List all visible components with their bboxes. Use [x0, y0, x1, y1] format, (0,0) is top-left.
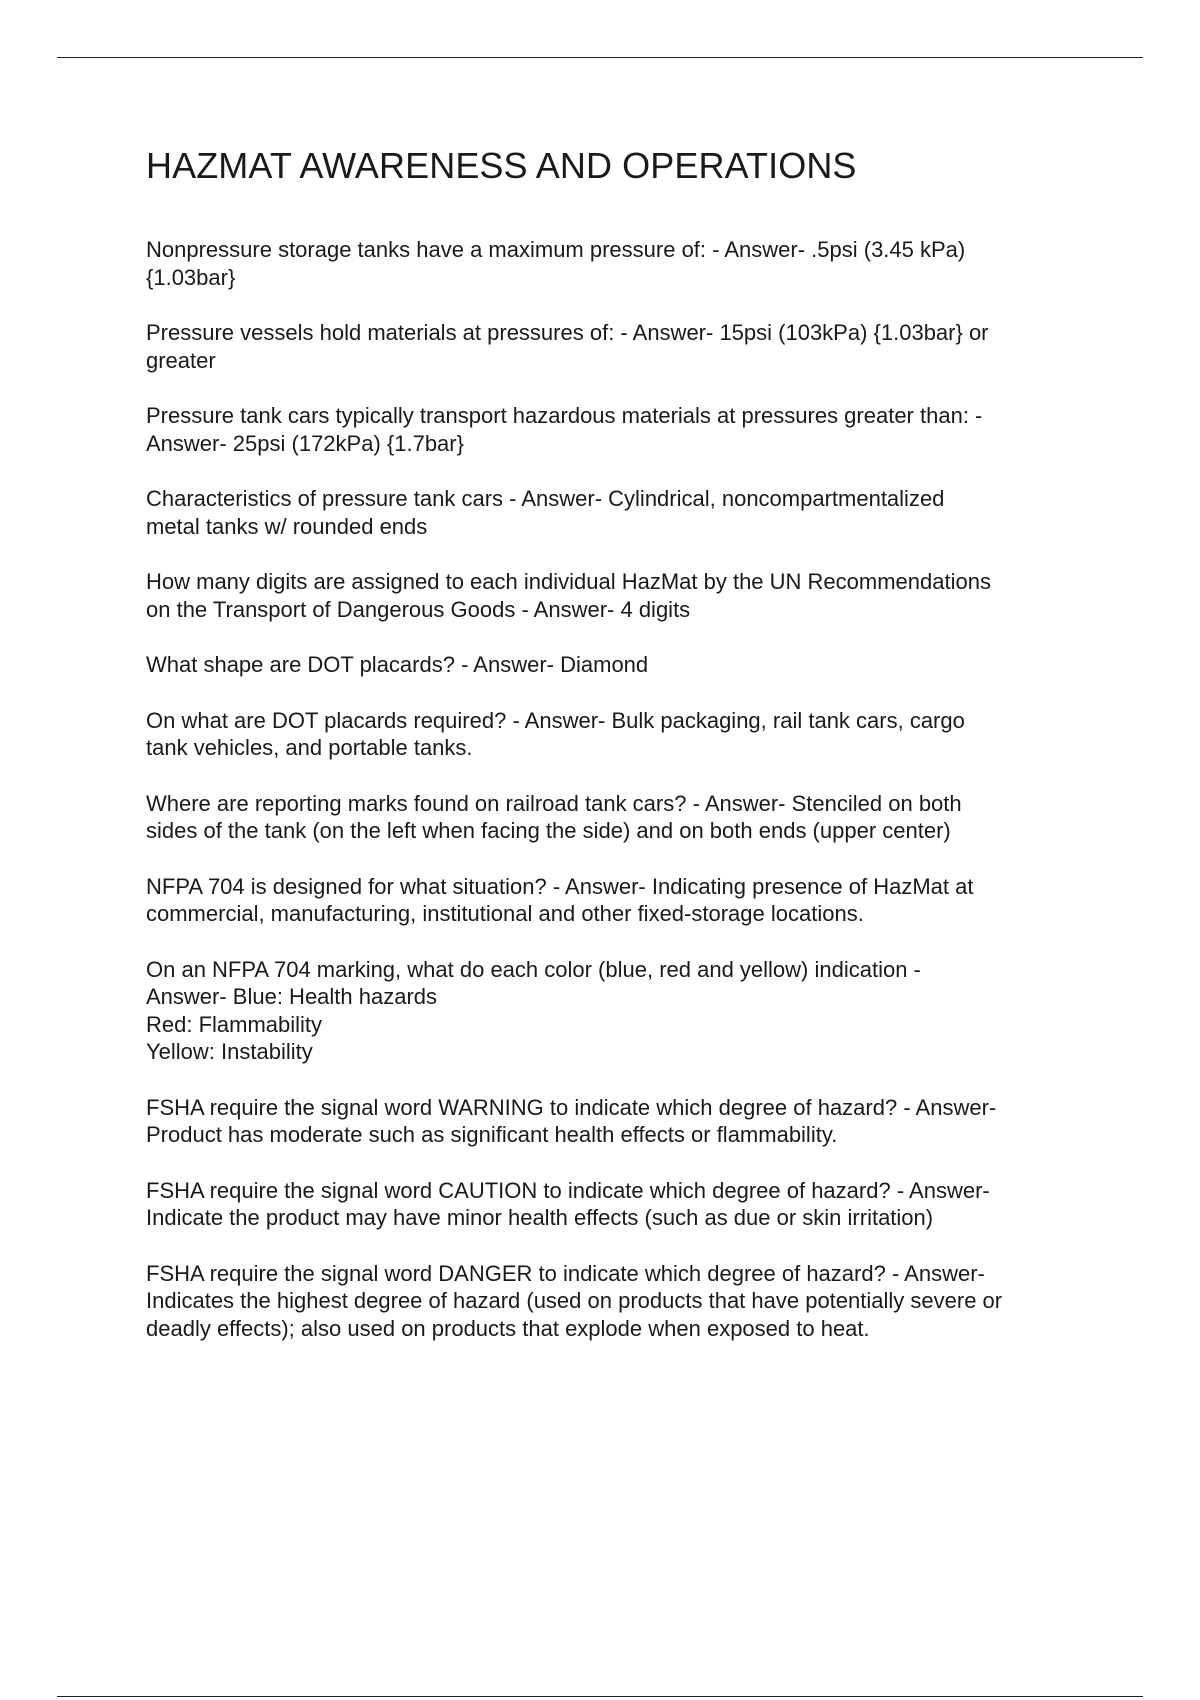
qa-item: On an NFPA 704 marking, what do each color (blue, red and yellow) indication - Answer- Blue: Health hazards Red: Flammability Yellow: Instability	[146, 956, 921, 1064]
qa-item: Pressure tank cars typically transport hazardous materials at pressures greater than: - Answer- 25psi (172kPa) {1.7bar}	[146, 403, 983, 456]
qa-item: How many digits are assigned to each individual HazMat by the UN Recommendations on the Transport of Dangerous Goods - Answer- 4 digits	[146, 569, 991, 622]
qa-item: FSHA require the signal word CAUTION to indicate which degree of hazard? - Answer- Indicate the product may have minor health effects (such as due or skin irritation)	[146, 1177, 990, 1230]
qa-item: What shape are DOT placards? - Answer- Diamond	[146, 652, 649, 677]
qa-item: Where are reporting marks found on railroad tank cars? - Answer- Stenciled on both sides of the tank (on the left when facing the side) and on both ends (upper center)	[146, 790, 962, 843]
qa-item: FSHA require the signal word DANGER to indicate which degree of hazard? - Answer- Indicates the highest degree of hazard (used on products that have potentially severe or deadly effects); also used on products that explode when exposed to heat.	[146, 1260, 1003, 1341]
document-body	[146, 142, 1096, 1370]
qa-item: NFPA 704 is designed for what situation? - Answer- Indicating presence of HazMat at commercial, manufacturing, institutional and other fixed-storage locations.	[146, 873, 974, 926]
qa-item: FSHA require the signal word WARNING to indicate which degree of hazard? - Answer- Product has moderate such as significant health effects or flammability.	[146, 1094, 997, 1147]
bottom-divider	[57, 1696, 1143, 1697]
qa-item: On what are DOT placards required? - Answer- Bulk packaging, rail tank cars, cargo tank vehicles, and portable tanks.	[146, 707, 965, 760]
qa-item: Characteristics of pressure tank cars - Answer- Cylindrical, noncompartmentalized metal tanks w/ rounded ends	[146, 486, 945, 539]
qa-item: Pressure vessels hold materials at pressures of: - Answer- 15psi (103kPa) {1.03bar} or greater	[146, 320, 989, 373]
qa-item: Nonpressure storage tanks have a maximum pressure of: - Answer- .5psi (3.45 kPa) {1.03bar}	[146, 237, 966, 290]
page-title: HAZMAT AWARENESS AND OPERATIONS	[146, 145, 857, 186]
top-divider	[57, 57, 1143, 58]
